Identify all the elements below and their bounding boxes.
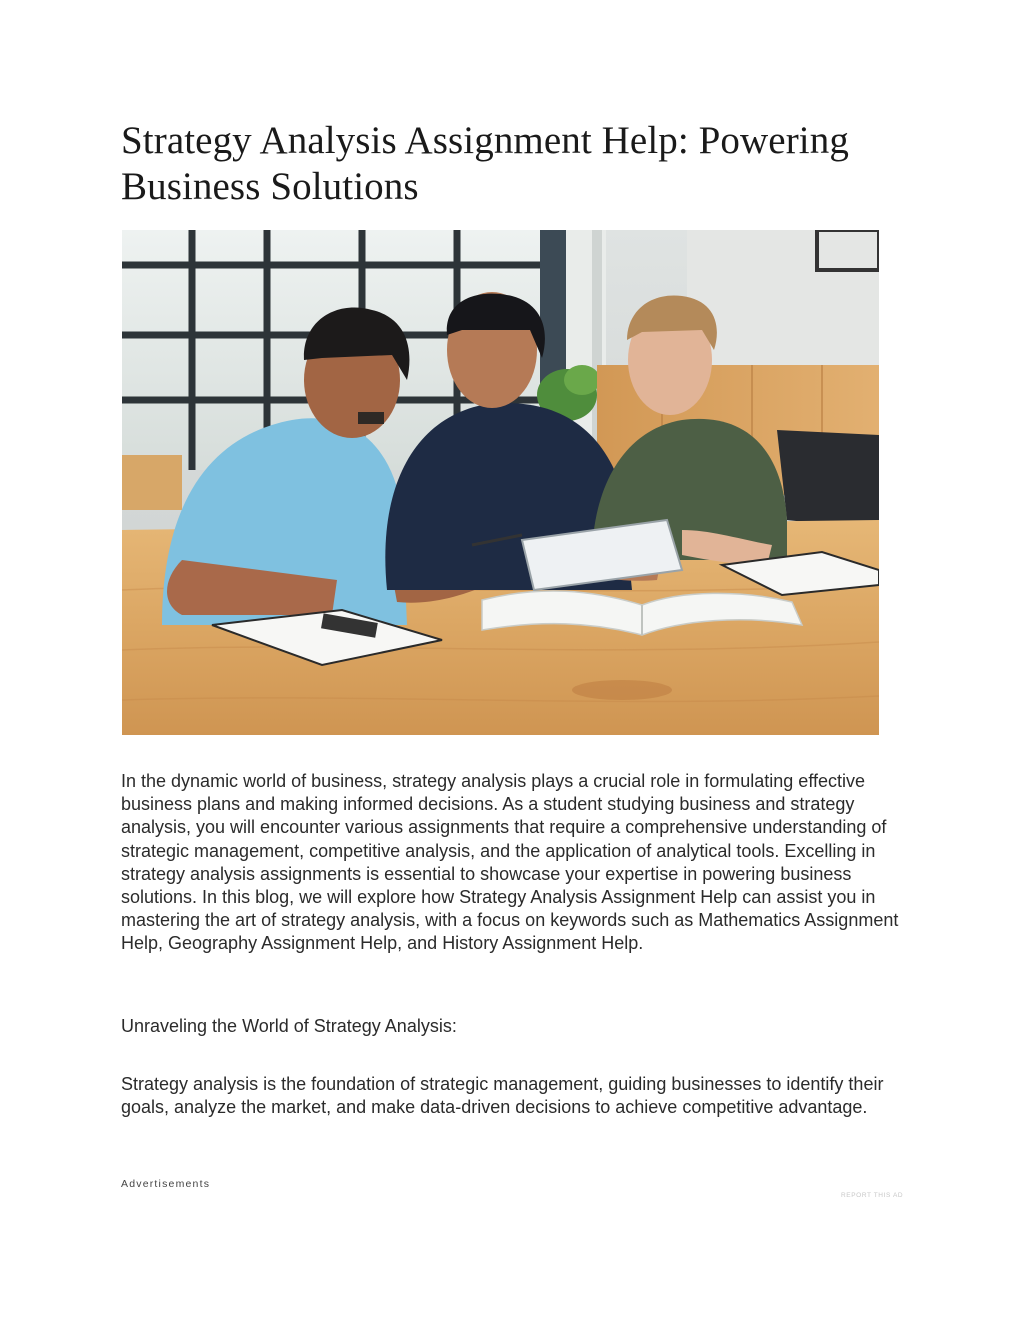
report-ad-link[interactable]: REPORT THIS AD <box>841 1192 904 1199</box>
article-header <box>121 118 906 210</box>
intro-paragraph: In the dynamic world of business, strategy analysis plays a crucial role in formulating effective business plans and making informed decisions. As a student studying business and strategy analysis, you will encounter various assignments that require a comprehensive understanding of strategic management, competitive analysis, and the application of analytical tools. Excelling in strategy analysis assignments is essential to showcase your expertise in powering business solutions. In this blog, we will explore how Strategy Analysis Assignment Help can assist you in mastering the art of strategy analysis, with a focus on keywords such as Mathematics Assignment Help, Geography Assignment Help, and History Assignment Help. <box>121 771 899 954</box>
strategy-paragraph: Strategy analysis is the foundation of strategic management, guiding businesses to identify their goals, analyze the market, and make data-driven decisions to achieve competitive advantage. <box>121 1074 884 1118</box>
article-title: Strategy Analysis Assignment Help: Powering Business Solutions <box>121 119 849 208</box>
section-heading: Unraveling the World of Strategy Analysis: <box>121 1016 457 1036</box>
hero-image <box>122 230 879 735</box>
advertisements-label: Advertisements <box>121 1178 211 1190</box>
